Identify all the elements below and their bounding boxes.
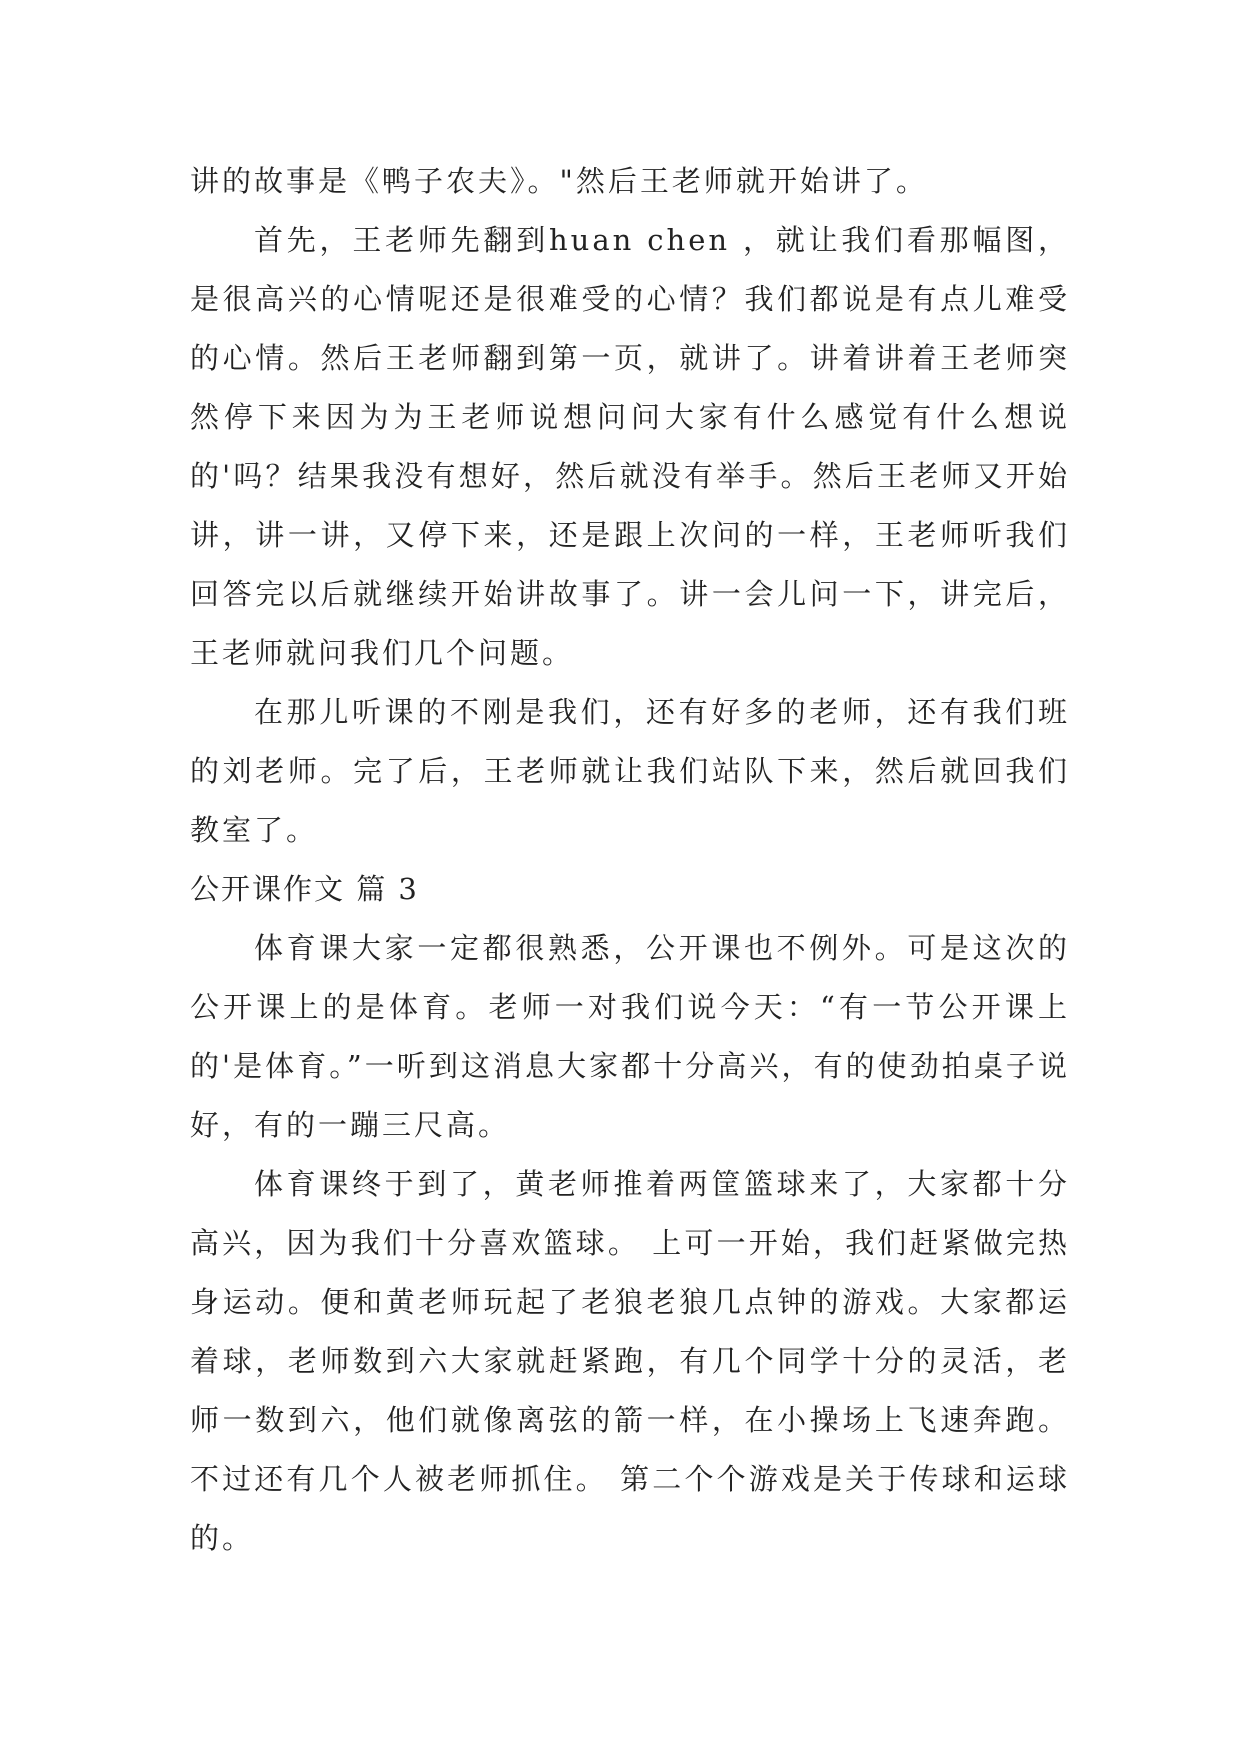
- paragraph-story-reading: 首先，王老师先翻到huan chen ，就让我们看那幅图，是很高兴的心情呢还是很难受的心情？我们都说是有点儿难受的心情。然后王老师翻到第一页，就讲了。讲着讲着王老师突然停下来因为为王老师说想问问大家有什么感觉有什么想说的'吗？结果我没有想好，然后就没有举手。然后王老师又开始讲，讲一讲，又停下来，还是跟上次问的一样，王老师听我们回答完以后就继续开始讲故事了。讲一会儿问一下，讲完后，王老师就问我们几个问题。: [190, 223, 1070, 670]
- section-heading: 公开课作文 篇 3: [190, 872, 419, 906]
- paragraph-basketball-games: 体育课终于到了，黄老师推着两筐篮球来了，大家都十分高兴，因为我们十分喜欢篮球。 上可一开始，我们赶紧做完热身运动。便和黄老师玩起了老狼老狼几点钟的游戏。大家都运着球，老师数到六大家就赶紧跑，有几个同学十分的灵活，老师一数到六，他们就像离弦的箭一样，在小操场上飞速奔跑。不过还有几个人被老师抓住。 第二个个游戏是关于传球和运球的。: [190, 1167, 1070, 1555]
- paragraph-pe-intro: 体育课大家一定都很熟悉，公开课也不例外。可是这次的公开课上的是体育。老师一对我们说今天：“有一节公开课上的'是体育。”一听到这消息大家都十分高兴，有的使劲拍桌子说好，有的一蹦三尺高。: [190, 931, 1070, 1142]
- paragraph-continuation: 讲的故事是《鸭子农夫》。"然后王老师就开始讲了。: [190, 164, 928, 198]
- paragraph-return-classroom: 在那儿听课的不刚是我们，还有好多的老师，还有我们班的刘老师。完了后，王老师就让我们站队下来，然后就回我们教室了。: [190, 695, 1070, 847]
- document-body: [190, 152, 1070, 1568]
